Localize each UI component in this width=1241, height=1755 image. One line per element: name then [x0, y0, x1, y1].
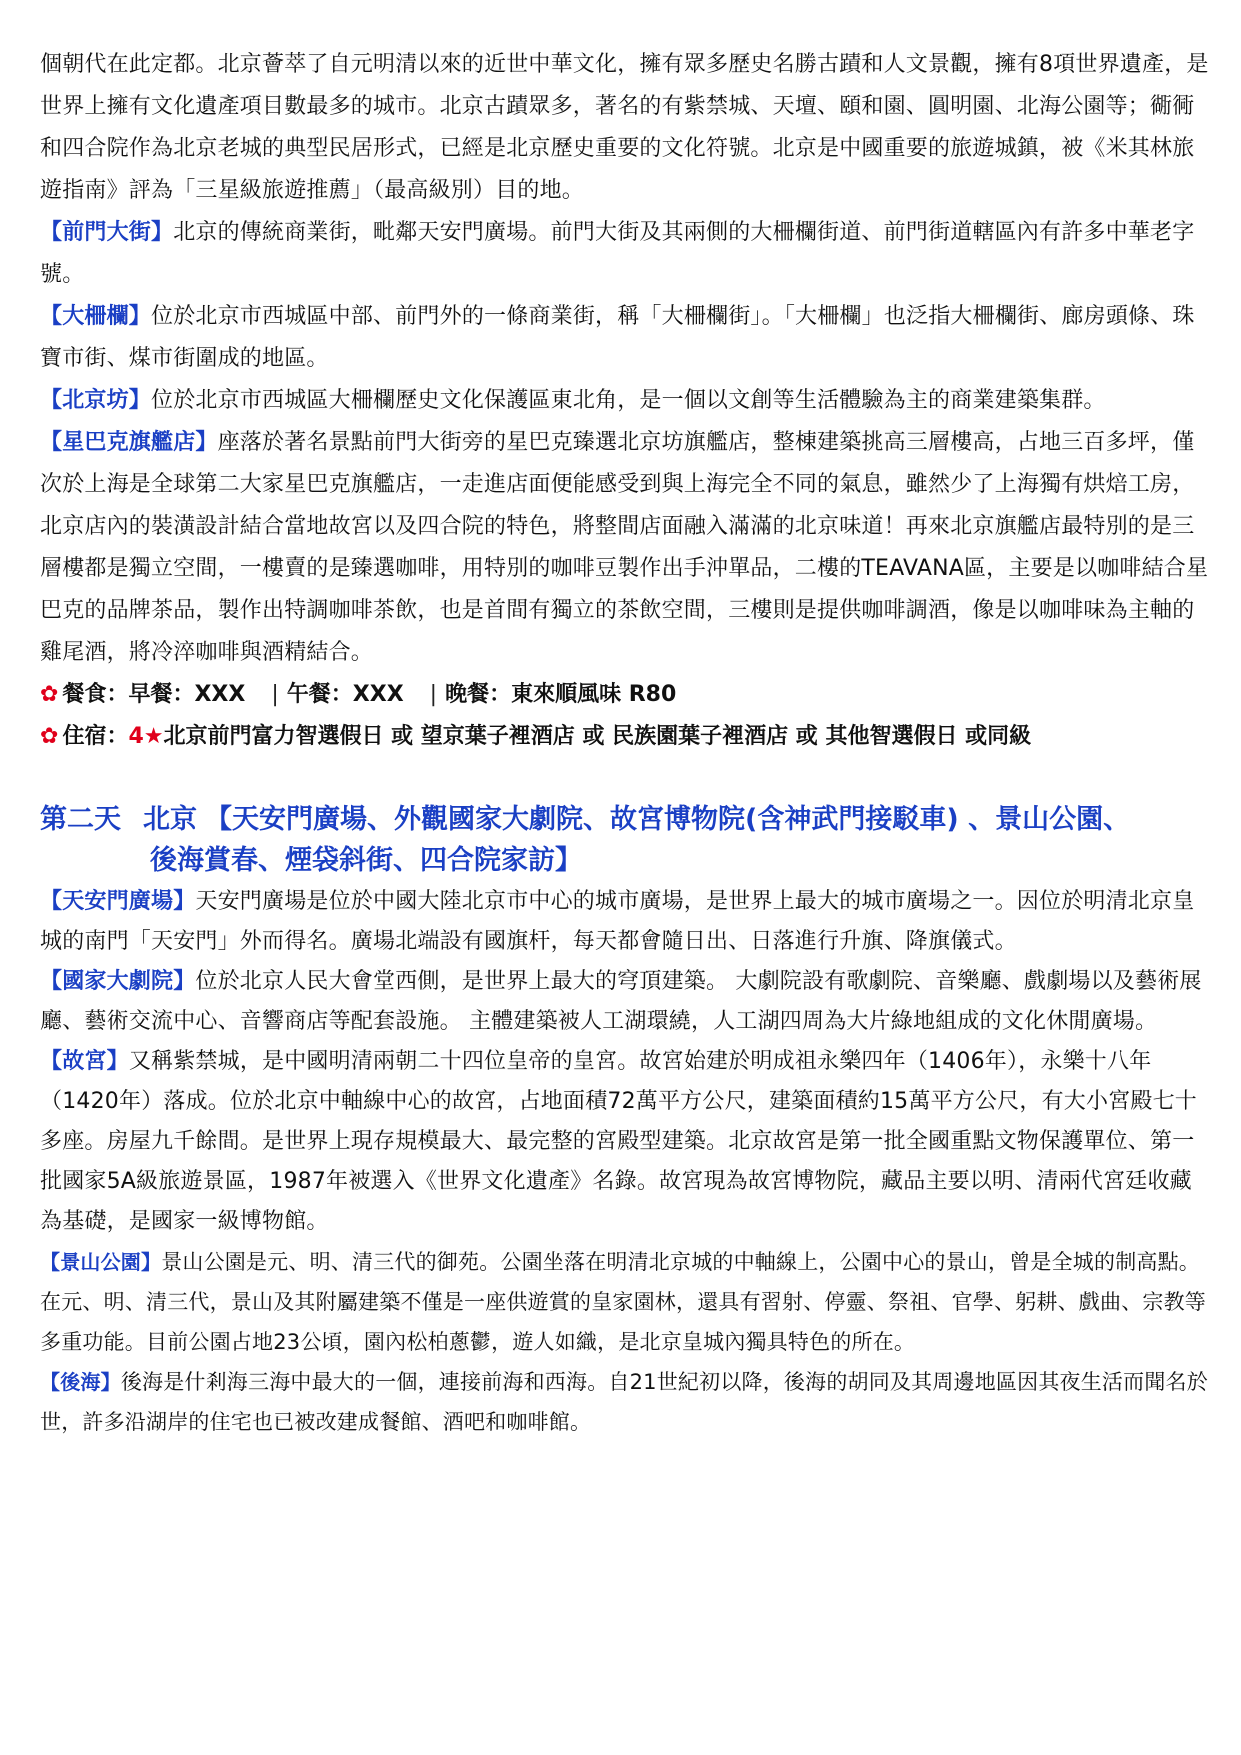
item-tag: 【大柵欄】 — [40, 304, 152, 329]
item-jingshan-park — [40, 1242, 1210, 1362]
item-national-theater — [40, 962, 1210, 1042]
item-tag: 【國家大劇院】 — [40, 969, 196, 994]
hotel-text: 北京前門富力智選假日 或 望京葉子裡酒店 或 民族園葉子裡酒店 或 其他智選假日 或同級 — [163, 724, 1032, 749]
day2-title-line2: 後海賞春、煙袋斜街、四合院家訪】 — [150, 845, 582, 876]
item-tag: 【前門大街】 — [40, 220, 174, 245]
star-rating: 4★ — [128, 724, 164, 749]
item-starbucks-flagship — [40, 422, 1210, 674]
itinerary-page — [40, 44, 1210, 1442]
item-tag: 【星巴克旗艦店】 — [40, 430, 218, 455]
flower-icon: ✿ — [40, 682, 59, 707]
item-houhai — [40, 1362, 1210, 1442]
item-text: 位於北京人民大會堂西側，是世界上最大的穹頂建築。 大劇院設有歌劇院、音樂廳、戲劇場以及藝術展廳、藝術交流中心、音響商店等配套設施。 主體建築被人工湖環繞，人工湖四周為大片綠地組成的文化休閒廣場。 — [40, 969, 1202, 1034]
item-text: 又稱紫禁城，是中國明清兩朝二十四位皇帝的皇宮。故宮始建於明成祖永樂四年（1406年），永樂十八年（1420年）落成。位於北京中軸線中心的故宮，占地面積72萬平方公尺，建築面積約15萬平方公尺，有大小宮殿七十多座。房屋九千餘間。是世界上現存規模最大、最完整的宮殿型建築。北京故宮是第一批全國重點文物保護單位、第一批國家5A級旅遊景區，1987年被選入《世界文化遺產》名錄。故宮現為故宮博物院，藏品主要以明、清兩代宮廷收藏為基礎，是國家一級博物館。 — [40, 1049, 1197, 1234]
meals-label: 餐食： — [62, 682, 129, 707]
day-title: 【天安門廣場、外觀國家大劇院、故宮博物院(含神武門接駁車) 、景山公園、 — [205, 804, 1131, 835]
lunch-text: 午餐：XXX — [286, 682, 404, 707]
item-text: 景山公園是元、明、清三代的御苑。公園坐落在明清北京城的中軸線上，公園中心的景山，曾是全城的制高點。在元、明、清三代，景山及其附屬建築不僅是一座供遊賞的皇家園林，還具有習射、停靈、祭祖、官學、躬耕、戲曲、宗教等多重功能。目前公園占地23公頃，園內松柏蔥鬱，遊人如織，是北京皇城內獨具特色的所在。 — [40, 1250, 1206, 1354]
item-tag: 【景山公園】 — [40, 1250, 162, 1274]
item-tag: 【故宮】 — [40, 1049, 129, 1074]
meals-line — [40, 674, 1210, 716]
item-tag: 【北京坊】 — [40, 388, 152, 413]
item-text: 天安門廣場是位於中國大陸北京市中心的城市廣場，是世界上最大的城市廣場之一。因位於明清北京皇城的南門「天安門」外而得名。廣場北端設有國旗杆，每天都會隨日出、日落進行升旗、降旗儀式。 — [40, 889, 1195, 954]
item-qianmen-street — [40, 212, 1210, 296]
hotel-line — [40, 716, 1210, 758]
day-city: 北京 — [143, 804, 197, 835]
item-text: 位於北京市西城區大柵欄歷史文化保護區東北角，是一個以文創等生活體驗為主的商業建築集群。 — [151, 388, 1106, 413]
item-beijing-fun — [40, 380, 1210, 422]
item-text: 位於北京市西城區中部、前門外的一條商業街，稱「大柵欄街」。「大柵欄」也泛指大柵欄街、廊房頭條、珠寶市街、煤市街圍成的地區。 — [40, 304, 1195, 371]
day2-heading — [40, 800, 1210, 882]
intro-paragraph: 個朝代在此定都。北京薈萃了自元明清以來的近世中華文化，擁有眾多歷史名勝古蹟和人文景觀，擁有8項世界遺產，是世界上擁有文化遺產項目數最多的城市。北京古蹟眾多，著名的有紫禁城、天壇、頤和園、圓明園、北海公園等；衚衕和四合院作為北京老城的典型民居形式，已經是北京歷史重要的文化符號。北京是中國重要的旅遊城鎮，被《米其林旅遊指南》評為「三星級旅遊推薦」（最高級別）目的地。 — [40, 52, 1209, 203]
breakfast-text: 早餐：XXX — [128, 682, 246, 707]
item-tag: 【天安門廣場】 — [40, 889, 196, 914]
hotel-label: 住宿： — [62, 724, 129, 749]
day2-title-line1 — [40, 800, 1210, 840]
flower-icon: ✿ — [40, 724, 59, 749]
item-forbidden-city — [40, 1042, 1210, 1242]
item-text: 座落於著名景點前門大街旁的星巴克臻選北京坊旗艦店，整棟建築挑高三層樓高，占地三百多坪，僅次於上海是全球第二大家星巴克旗艦店，一走進店面便能感受到與上海完全不同的氣息，雖然少了上海獨有烘焙工房，北京店內的裝潢設計結合當地故宮以及四合院的特色，將整間店面融入滿滿的北京味道！再來北京旗艦店最特別的是三層樓都是獨立空間，一樓賣的是臻選咖啡，用特別的咖啡豆製作出手沖單品，二樓的TEAVANA區，主要是以咖啡結合星巴克的品牌茶品，製作出特調咖啡茶飲，也是首間有獨立的茶飲空間，三樓則是提供咖啡調酒，像是以咖啡味為主軸的雞尾酒，將冷淬咖啡與酒精結合。 — [40, 430, 1209, 665]
item-tag: 【後海】 — [40, 1370, 121, 1394]
meal-separator: | — [271, 682, 279, 707]
item-dashilan — [40, 296, 1210, 380]
meal-separator: | — [429, 682, 438, 707]
item-text: 北京的傳統商業街，毗鄰天安門廣場。前門大街及其兩側的大柵欄街道、前門街道轄區內有許多中華老字號。 — [40, 220, 1195, 287]
item-tiananmen-square — [40, 882, 1210, 962]
day-label: 第二天 — [40, 804, 121, 835]
dinner-text: 晚餐：東來順風味 R80 — [445, 682, 677, 707]
item-text: 後海是什剎海三海中最大的一個，連接前海和西海。自21世紀初以降，後海的胡同及其周邊地區因其夜生活而聞名於世，許多沿湖岸的住宅也已被改建成餐館、酒吧和咖啡館。 — [40, 1370, 1208, 1434]
